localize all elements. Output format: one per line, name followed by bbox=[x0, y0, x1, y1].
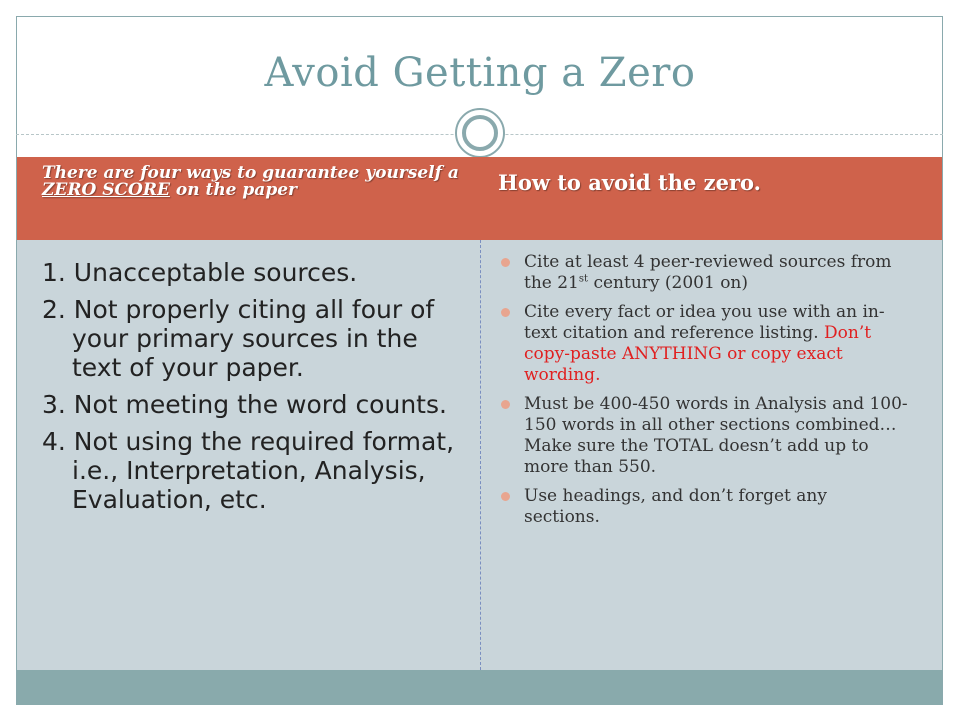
bullet-text: Cite at least 4 peer-reviewed sources from the 21 bbox=[524, 252, 892, 293]
footer-band bbox=[17, 670, 942, 705]
header-left-emphasis: ZERO SCORE bbox=[42, 180, 170, 200]
bullet-dot-icon bbox=[501, 400, 510, 409]
column-divider bbox=[480, 240, 481, 670]
bullet-text: Must be 400-450 words in Analysis and 100-150 words in all other sections combined… Make sure the TOTAL doesn’t add up to more than 550. bbox=[524, 394, 908, 477]
slide-title: Avoid Getting a Zero bbox=[264, 50, 696, 96]
bullet-item bbox=[498, 394, 908, 478]
bullet-item bbox=[498, 302, 908, 386]
list-item: 4. Not using the required format, i.e., Interpretation, Analysis, Evaluation, etc. bbox=[42, 427, 455, 514]
bullet-item bbox=[498, 252, 908, 294]
header-left-text-post: on the paper bbox=[169, 180, 297, 200]
bullet-dot-icon bbox=[501, 308, 510, 317]
bullet-text: Use headings, and don’t forget any sections. bbox=[524, 486, 827, 527]
bullet-dot-icon bbox=[501, 258, 510, 267]
bullet-text: Cite every fact or idea you use with an in-text citation and reference listing. bbox=[524, 302, 885, 343]
bullet-dot-icon bbox=[501, 492, 510, 501]
list-item: 1. Unacceptable sources. bbox=[42, 258, 358, 287]
bullet-text: century (2001 on) bbox=[588, 273, 749, 293]
header-left-cell bbox=[42, 165, 462, 199]
bullet-item bbox=[498, 486, 908, 528]
ways-list bbox=[42, 258, 462, 522]
avoid-list bbox=[498, 252, 908, 536]
ring-ornament-inner-icon bbox=[462, 115, 498, 151]
header-right-cell: How to avoid the zero. bbox=[498, 170, 761, 195]
list-item: 2. Not properly citing all four of your primary sources in the text of your paper. bbox=[42, 295, 435, 382]
ordinal-suffix: st bbox=[578, 273, 589, 285]
warning-text: Don’t copy-paste ANYTHING or copy exact wording. bbox=[524, 323, 872, 385]
list-item: 3. Not meeting the word counts. bbox=[42, 390, 447, 419]
header-left-text-pre: There are four ways to guarantee yourself a bbox=[42, 163, 459, 183]
